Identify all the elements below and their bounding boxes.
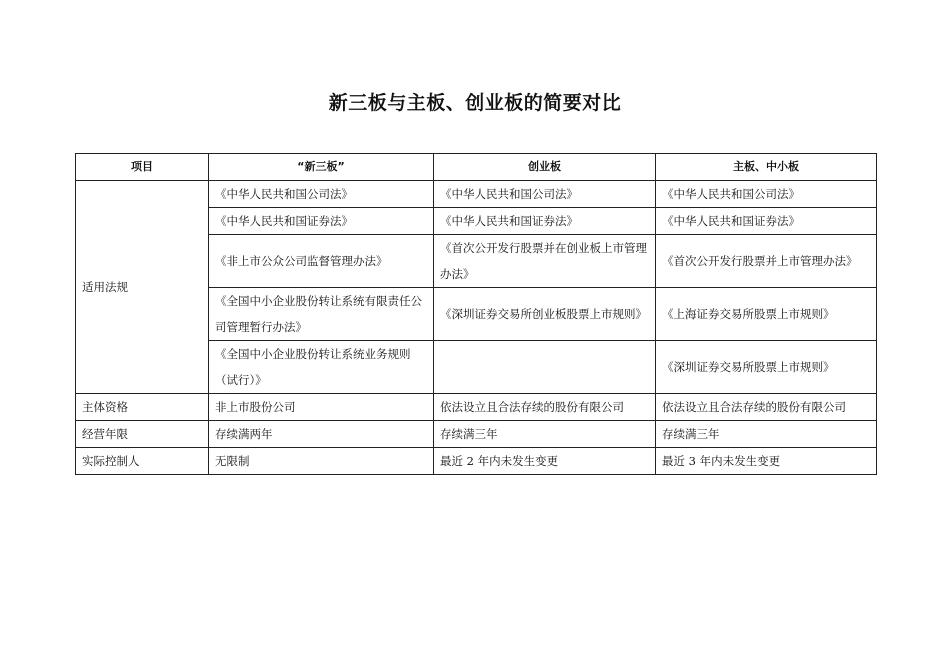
table-cell: 《首次公开发行股票并上市管理办法》 [656,235,877,288]
table-header-row [76,154,877,181]
table-cell: 《中华人民共和国证券法》 [656,208,877,235]
table-cell: 《中华人民共和国公司法》 [434,181,656,208]
table-row [76,394,877,421]
table-cell: 存续满两年 [209,421,434,448]
table-cell: 《全国中小企业股份转让系统业务规则（试行）》 [209,341,434,394]
row-label-controller: 实际控制人 [76,448,209,475]
table-cell: 《上海证券交易所股票上市规则》 [656,288,877,341]
header-chinext: 创业板 [434,154,656,181]
table-cell: 《非上市公众公司监督管理办法》 [209,235,434,288]
table-cell: 无限制 [209,448,434,475]
table-row [76,448,877,475]
table-cell [434,341,656,394]
comparison-table [75,153,877,475]
table-cell: 非上市股份公司 [209,394,434,421]
row-label-laws: 适用法规 [76,181,209,394]
table-row [76,181,877,208]
header-neeq: “新三板” [209,154,434,181]
table-row [76,421,877,448]
table-cell: 依法设立且合法存续的股份有限公司 [656,394,877,421]
table-cell: 《深圳证券交易所创业板股票上市规则》 [434,288,656,341]
table-cell: 《中华人民共和国公司法》 [209,181,434,208]
row-label-operating-years: 经营年限 [76,421,209,448]
table-cell: 依法设立且合法存续的股份有限公司 [434,394,656,421]
document-title: 新三板与主板、创业板的简要对比 [328,92,622,114]
table-cell: 最近 2 年内未发生变更 [434,448,656,475]
table-cell: 最近 3 年内未发生变更 [656,448,877,475]
table-cell: 《中华人民共和国公司法》 [656,181,877,208]
table-cell: 《首次公开发行股票并在创业板上市管理办法》 [434,235,656,288]
table-cell: 《中华人民共和国证券法》 [209,208,434,235]
table-cell: 《全国中小企业股份转让系统有限责任公司管理暂行办法》 [209,288,434,341]
header-item: 项目 [76,154,209,181]
header-main-board: 主板、中小板 [656,154,877,181]
table-cell: 《中华人民共和国证券法》 [434,208,656,235]
table-cell: 《深圳证券交易所股票上市规则》 [656,341,877,394]
row-label-qualification: 主体资格 [76,394,209,421]
table-cell: 存续满三年 [434,421,656,448]
table-cell: 存续满三年 [656,421,877,448]
